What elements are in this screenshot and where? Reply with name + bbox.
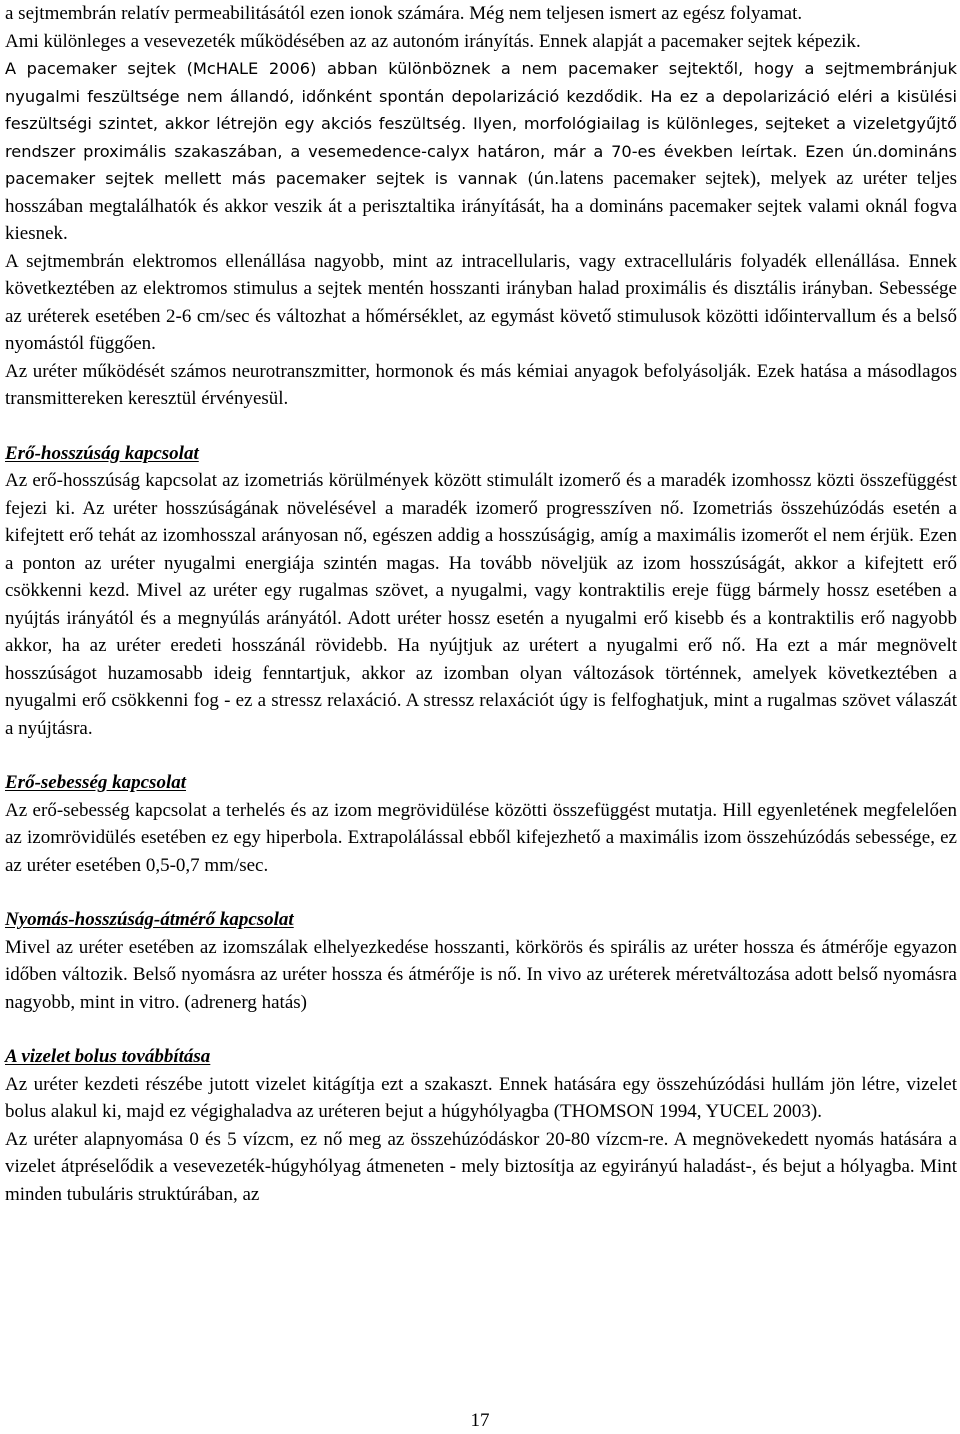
section-gap — [5, 879, 957, 906]
paragraph-pacemaker-cells — [5, 55, 957, 248]
heading-pressure-length-diameter: Nyomás-hosszúság-átmérő kapcsolat — [5, 909, 294, 930]
pacemaker-text-c: Ilyen, morfológiailag is különleges, sejteket a vizeletgyűjtő rendszer proximális szakaszában, a vesemedence-calyx határon, már a 70-es években leírtak. Ezen ún. — [5, 114, 957, 161]
paragraph-neurotransmitters: Az uréter működését számos neurotranszmitter, hormonok és más kémiai anyagok befolyásolják. Ezek hatása a másodlagos transmittereken keresztül érvényesül. — [5, 360, 957, 409]
paragraph-force-length: Az erő-hosszúság kapcsolat az izometriás körülmények között stimulált izomerő és a maradék izomhossz közti összefüggést fejezi ki. Az uréter hosszúságának növelésével a maradék izomerő progresszíven nő. Izometriás összehúzódás esetén a kifejtett erő tehát az izomhosszal arányosan nő, egészen addig a hosszúságig, amíg a maximális izomerőt el nem érjük. Ezen a ponton az uréter nyugalmi energiája szintén magas. Ha tovább növeljük az izom hosszúságát, akkor a kifejtett erő csökkenni kezd. Mivel az uréter egy rugalmas szövet, a nyugalmi, vagy kontraktilis ereje függ bármely hossz esetében a nyújtás irányától és a megnyúlás arányától. Adott uréter hossz esetén a nyugalmi erő kisebb és a kontraktilis erő nagyobb akkor, ha az uréter eredeti hosszánál rövidebb. Ha nyújtjuk az urétert a nyugalmi erő nő. Ha ezt a már megnövelt hosszúságot huzamosabb ideig fenntartjuk, akkor az izomban olyan változások történnek, amelyek következtében a nyugalmi erő csökkenni fog - ez a stressz relaxáció. A stressz relaxációt úgy is felfoghatjuk, mint a rugalmas szövet válaszát a nyújtásra. — [5, 470, 957, 739]
pacemaker-text-a: A pacemaker sejtek (McHALE 2006) abban különböznek a nem pacemaker sejtektől, hogy a sejtmembránjuk nyugalmi feszültsége nem állandó, időnként spontán depolarizáció kezdődik. — [5, 59, 957, 106]
section-gap — [5, 413, 957, 440]
paragraph-force-velocity: Az erő-sebesség kapcsolat a terhelés és az izom megrövidülése közötti összefüggést mutatja. Hill egyenletének megfelelően az izomrövidülés esetében ez egy hiperbola. Extrapolálással ebből kifejezhető a maximális izom összehúzódás sebessége, ez az uréter esetében 0,5-0,7 mm/sec. — [5, 799, 957, 876]
paragraph-autonomous-control: Ami különleges a vesevezeték működésében az az autonóm irányítás. Ennek alapját a pacemaker sejtek képezik. — [5, 30, 861, 52]
pacemaker-text-e: latens pacemaker sejtek), melyek az uréter teljes hosszában megtalálhatók és akkor veszik át a perisztaltika irányítását, ha a domináns pacemaker sejtek valami oknál fogva kiesnek. — [5, 168, 957, 244]
paragraph-ureter-pressure: Az uréter alapnyomása 0 és 5 vízcm, ez nő meg az összehúzódáskor 20-80 vízcm-re. A megnövekedett nyomás hatására a vizelet átpréselődik a vesevezeték-húgyhólyag átmeneten - mely biztosítja az egyirányú haladást-, és bejut a hólyagba. Mint minden tubuláris struktúrában, az — [5, 1128, 957, 1205]
section-gap — [5, 742, 957, 769]
paragraph-membrane-resistance: A sejtmembrán elektromos ellenállása nagyobb, mint az intracellularis, vagy extracelluláris folyadék ellenállása. Ennek következtében az elektromos stimulus a sejtek mentén hosszanti irányban halad proximális és disztális irányban. Sebessége az uréterek esetében 2-6 cm/sec és változhat a hőmérséklet, az egymást követő stimulusok közötti időintervallum és a belső nyomástól függően. — [5, 250, 957, 354]
pacemaker-text-d: domináns pacemaker sejtek mellett más pacemaker sejtek is vannak (ún. — [5, 141, 957, 188]
section-gap — [5, 1016, 957, 1043]
heading-urine-bolus: A vizelet bolus továbbítása — [5, 1046, 211, 1067]
paragraph-urine-bolus: Az uréter kezdeti részébe jutott vizelet kitágítja ezt a szakaszt. Ennek hatására egy összehúzódási hullám jön létre, vizelet bolus alakul ki, majd ez végighaladva az uréteren bejut a húgyhólyagba (THOMSON 1994, YUCEL 2003). — [5, 1073, 957, 1122]
heading-force-length: Erő-hosszúság kapcsolat — [5, 442, 199, 464]
paragraph-pressure-length-diameter: Mivel az uréter esetében az izomszálak elhelyezkedése hosszanti, körkörös és spirális az uréter hossza és átmérője egyazon időben változik. Belső nyomásra az uréter hossza és átmérője is nő. In vivo az uréterek méretváltozása adott belső nyomásra nagyobb, mint in vitro. (adrenerg hatás) — [5, 936, 957, 1013]
document-page — [5, 0, 957, 1208]
page-number: 17 — [470, 1410, 490, 1431]
paragraph-ion-permeability: a sejtmembrán relatív permeabilitásától ezen ionok számára. Még nem teljesen ismert az egész folyamat. — [5, 3, 803, 24]
heading-force-velocity: Erő-sebesség kapcsolat — [5, 772, 187, 793]
pacemaker-text-b: Ha ez a depolarizáció eléri a kisülési feszültségi szintet, akkor létrejön egy akciós feszültség. — [5, 86, 957, 133]
